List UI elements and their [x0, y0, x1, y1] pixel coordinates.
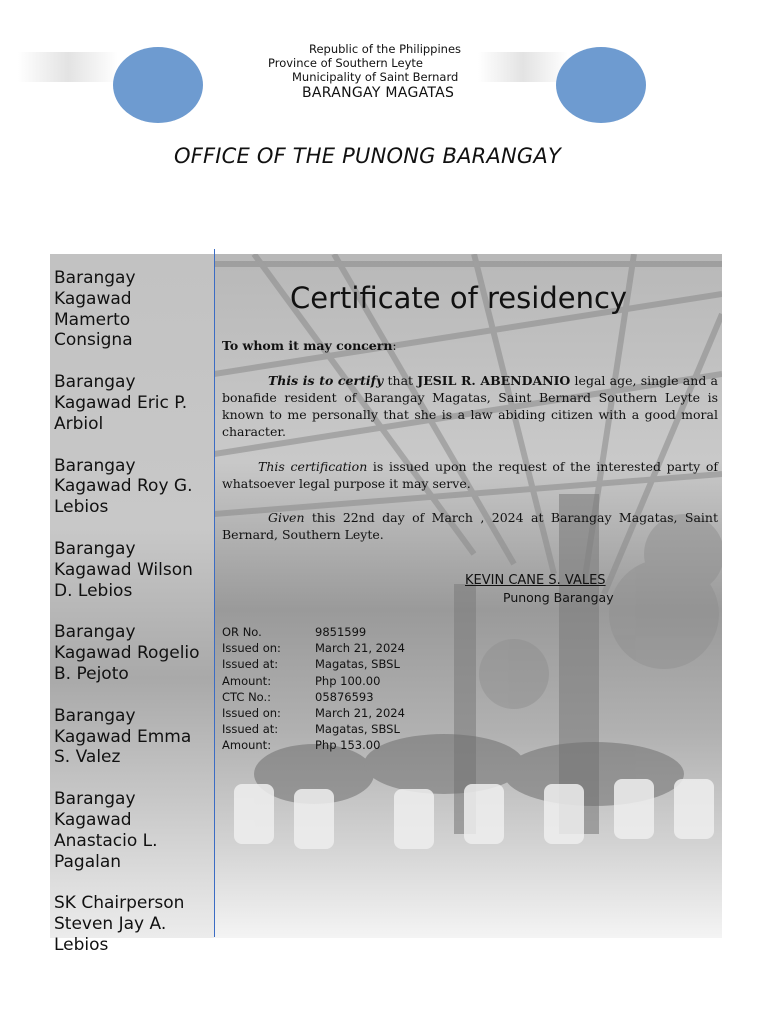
barangay-seal-left — [113, 47, 203, 123]
receipt-value: Php 153.00 — [315, 738, 381, 753]
receipt-label: Amount: — [222, 738, 272, 753]
purpose-lead: This certification — [258, 459, 368, 474]
certify-lead: This is to certify — [268, 373, 384, 388]
receipt-value: 9851599 — [315, 625, 367, 639]
given-body: this 22nd day of March , 2024 at Barangay Magatas, Saint Bernard, Southern Leyte. — [222, 510, 718, 542]
receipt-label: Issued on: — [222, 641, 281, 656]
council-member: Barangay Kagawad Rogelio B. Pejoto — [54, 622, 200, 684]
receipt-value: March 21, 2024 — [315, 641, 405, 656]
receipt-row — [222, 721, 405, 737]
header-shadow-right — [478, 52, 568, 82]
office-title: OFFICE OF THE PUNONG BARANGAY — [174, 144, 561, 168]
resident-name: JESIL R. ABENDANIO — [417, 373, 571, 388]
council-member: Barangay Kagawad Anastacio L. Pagalan — [54, 789, 158, 872]
receipt-row — [222, 656, 405, 672]
header-barangay: BARANGAY MAGATAS — [302, 85, 455, 101]
receipt-label: CTC No.: — [222, 689, 272, 704]
purpose-body: is issued upon the request of the interested party of whatsoever legal purpose it may serve. — [222, 459, 718, 491]
receipt-label: OR No. — [222, 625, 262, 639]
receipt-label: Issued at: — [222, 657, 279, 672]
background-photo — [214, 254, 722, 938]
receipt-row — [222, 640, 405, 656]
salutation — [222, 337, 718, 354]
salutation-colon: : — [392, 338, 397, 353]
receipt-row — [222, 705, 405, 721]
receipt-row — [222, 624, 405, 640]
sidebar-divider — [214, 249, 215, 937]
receipt-value: Magatas, SBSL — [315, 722, 400, 737]
certificate-title: Certificate of residency — [290, 281, 628, 315]
receipt-details — [222, 624, 405, 754]
signatory-title: Punong Barangay — [503, 590, 614, 605]
council-member: Barangay Kagawad Wilson D. Lebios — [54, 538, 193, 601]
municipal-seal-right — [556, 47, 646, 123]
receipt-row — [222, 689, 405, 705]
council-member: Barangay Kagawad Emma S. Valez — [54, 705, 192, 768]
salutation-text: To whom it may concern — [222, 338, 393, 353]
receipt-row — [222, 673, 405, 689]
purpose-paragraph — [222, 458, 718, 492]
certify-body: legal age, single and a bonafide resident of Barangay Magatas, Saint Bernard Southern Leyte is known to me personally that she is a law abiding citizen with a good moral character. — [222, 373, 719, 439]
header-shadow-left — [18, 52, 118, 82]
signatory-name: KEVIN CANE S. VALES — [465, 573, 606, 588]
certify-that: that — [383, 373, 418, 388]
given-lead: Given — [268, 510, 305, 525]
given-paragraph — [222, 509, 718, 543]
receipt-value: 05876593 — [315, 689, 374, 704]
council-member: Barangay Kagawad Roy G. Lebios — [54, 455, 193, 518]
council-member: SK Chairperson Steven Jay A. Lebios — [54, 893, 185, 955]
council-member: Barangay Kagawad Eric P. Arbiol — [54, 372, 188, 434]
receipt-value: Php 100.00 — [315, 673, 381, 688]
receipt-label: Issued at: — [222, 722, 279, 737]
receipt-value: March 21, 2024 — [315, 706, 405, 721]
header-republic: Republic of the Philippines — [309, 42, 462, 56]
certification-paragraph — [222, 372, 718, 440]
receipt-label: Issued on: — [222, 706, 281, 721]
receipt-value: Magatas, SBSL — [315, 657, 400, 672]
receipt-row — [222, 737, 405, 753]
council-list — [54, 268, 212, 977]
header-province: Province of Southern Leyte — [268, 56, 423, 70]
header-municipality: Municipality of Saint Bernard — [292, 70, 459, 84]
receipt-label: Amount: — [222, 673, 272, 688]
council-member: Barangay Kagawad Mamerto Consigna — [54, 268, 136, 351]
